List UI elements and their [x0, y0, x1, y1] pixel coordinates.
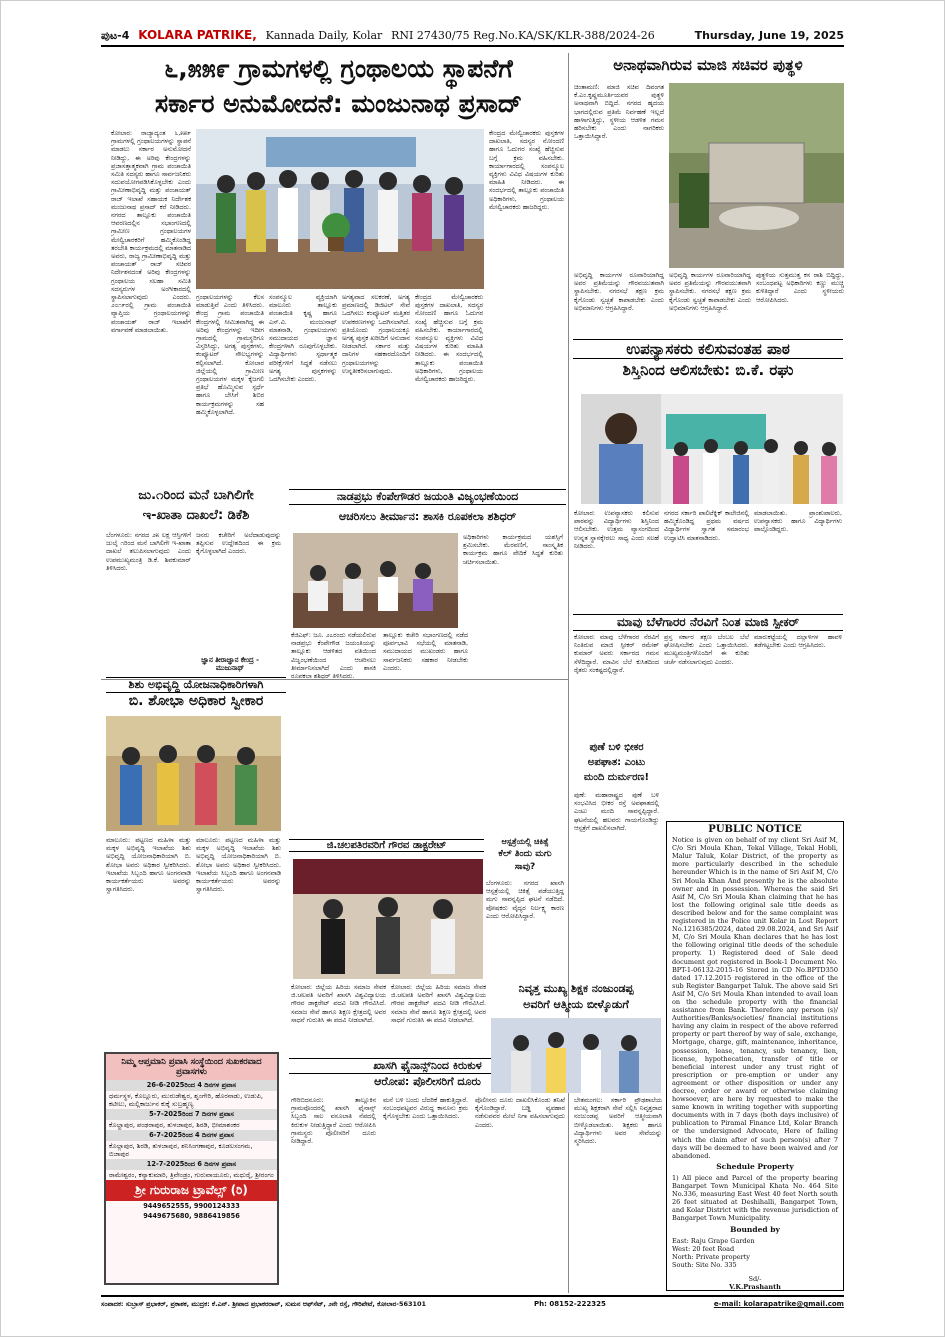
footer-email[interactable]: e-mail: kolarapatrike@gmail.com — [713, 1300, 844, 1308]
child-headline-2: ಕೆಲ್ ತಿಂದು ಮಗು — [498, 849, 552, 859]
notice-sd: Sd/- — [748, 1274, 762, 1283]
finance-col-3: ಪೊಲೀಸರು ದೂರು ದಾಖಲಿಸಿಕೊಂಡು ತನಿಖೆ ಕೈಗೊಂಡಿದ್ದಾರೆ. ಬಡ್ಡಿ ವ್ಯವಹಾರ ನಡೆಸುವವರ ಮೇಲೆ ನಿಗಾ ವಹಿಸಲಾಗುವುದು ಎಂದರು. — [475, 1096, 565, 1129]
kempegowda-headline-2: ಆಚರಿಸಲು ತೀರ್ಮಾನ: ಶಾಸಕಿ ರೂಪಕಲಾ ಶಶಿಧರ್ — [338, 510, 517, 523]
award-headline: ಜಿ.ಚಲಪತಿರವರಿಗೆ ಗೌರವ ಡಾಕ್ಟರೇಟ್ — [289, 839, 484, 852]
teacher-photo — [491, 1018, 661, 1093]
notice-title: PUBLIC NOTICE — [708, 824, 802, 835]
travel-phone-2: 9449675680, 9886419856 — [143, 1212, 240, 1220]
lead-caption: ಜ್ಞಾನ ತೀರಾಜ್ಞಾನ ಕೇಂದ್ರ - ಮುಜುನಾಥ್ — [201, 656, 259, 672]
mavu-headline: ಮಾವು ಬೆಳೆಗಾರರ ನೆರವಿಗೆ ನಿಂತ ಮಾಜಿ ಸ್ಪೀಕರ್ — [573, 614, 843, 631]
notice-bounded: Bounded by — [730, 1224, 780, 1234]
public-notice — [666, 821, 844, 1291]
statue-col-4: ಪುತ್ಥಳಿಯ ಸುತ್ತಮುತ್ತ ಕಸ ರಾಶಿ ಬಿದ್ದಿದ್ದು, ಸಂಬಂಧಪಟ್ಟ ಅಧಿಕಾರಿಗಳು ಕಣ್ಣು ಮುಚ್ಚಿ ಕುಳಿತಿದ್ದಾರೆ ಎಂದು ಸ್ಥಳೀಯರು ಆರೋಪಿಸಿದರು. — [756, 271, 844, 304]
teacher-headline-1: ನಿವೃತ್ತ ಮುಖ್ಯ ಶಿಕ್ಷಕ ನಂಜುಂಡಪ್ಪ — [518, 982, 634, 995]
ekhata-col-1: ಬೆಂಗಳೂರು: ನಗರದ ೨೫ ಲಕ್ಷ ಆಸ್ತಿಗಳಿಗೆ ಜುಲೈ ೧ರಿಂದ ಮನೆ ಬಾಗಿಲಿಗೇ ಇ-ಖಾತಾ ದಾಖಲೆ ತಲುಪಿಸಲಾಗುವುದು ಎಂದು ಉಪಮುಖ್ಯಮಂತ್ರಿ ಡಿ.ಕೆ. ಶಿವಕುಮಾರ್ ತಿಳಿಸಿದರು. — [106, 531, 191, 572]
finance-headline-2: ಆರೋಪ: ಪೊಲೀಸರಿಗೆ ದೂರು — [374, 1075, 481, 1088]
accident-headline-3: ಮಂದಿ ದುರ್ಮರಣ! — [583, 772, 650, 783]
notice-schedule: 1) All piece and Parcel of the property bearing Bangarpet Town Municipal Khata No. 464 Site No.336, measuring East West 40 feet North south 26 feet situated at Deshihalli, Bangarpet Town, and Kolar District with the revenue jurisdiction of Bangarpet Town Municipality. — [672, 1173, 838, 1223]
accident-headline-2: ಅಪಘಾತ: ಎಂಟು — [587, 757, 646, 768]
notice-schedule-title: Schedule Property — [716, 1161, 794, 1171]
lead-col-3: ಸಂಪನ್ಮೂಲ ವ್ಯಕ್ತಿಯಾಗಿ ಮಾಲೂರು ತಾಲ್ಲೂಕು ಪಂಚಾಯಿತಿ ಕೃಷ್ಣ ಹಾಗೂ ಎಸ್.ವಿ. ಮಂಜುನಾಥ್ ಮಾತನಾಡಿ, ಗ್ರಂಥಾಲಯಗಳು ಸಮುದಾಯದ ಜ್ಞಾನ ಕೇಂದ್ರಗಳಾಗಿ ರೂಪುಗೊಳ್ಳಬೇಕು. ವಿದ್ಯಾರ್ಥಿಗಳು ಸ್ಪರ್ಧಾತ್ಮಕ ಪರೀಕ್ಷೆಗಳಿಗೆ ಸಿದ್ಧತೆ ನಡೆಸಲು ಅಗತ್ಯ ಪುಸ್ತಕಗಳನ್ನು ಒದಗಿಸಬೇಕು ಎಂದರು. — [269, 293, 337, 384]
teacher-headline-2: ಅವರಿಗೆ ಆತ್ಮೀಯ ಬೀಳ್ಕೊಡುಗೆ — [523, 998, 629, 1011]
lecturer-headline-1: ಉಪನ್ಯಾಸಕರು ಕಲಿಸುವಂತಹ ಪಾಠ — [573, 339, 843, 359]
issue-date: Thursday, June 19, 2025 — [694, 28, 844, 42]
kempegowda-photo — [293, 533, 458, 628]
shobha-headline-1: ಶಿಶು ಅಭಿವೃದ್ಧಿ ಯೋಜನಾಧಿಕಾರಿಗಳಾಗಿ — [106, 677, 286, 693]
accident-headline-1: ಪುಣೆ ಬಳಿ ಭೀಕರ — [589, 742, 644, 753]
lead-photo — [196, 129, 484, 289]
trip-places-4: ರಾಮೇಶ್ವರಂ, ಕನ್ಯಾಕುಮಾರಿ, ತ್ರಿವೇಂಡ್ರಂ, ಗುರುವಾಯೂರು, ಮಧುರೈ, ಶ್ರೀರಂಗಂ — [109, 1171, 274, 1179]
lead-col-5: ಕೇಂದ್ರದ ಮೇಲ್ವಿಚಾರಕರು ಪುಸ್ತಕಗಳ ದಾಖಲಾತಿ, ಸದಸ್ಯರ ನೋಂದಣಿ ಹಾಗೂ ಓದುಗರ ಸಂಖ್ಯೆ ಹೆಚ್ಚಿಸುವ ಬಗ್ಗೆ ಕ್ರಮ ವಹಿಸಬೇಕು. ಕಾರ್ಯಾಗಾರದಲ್ಲಿ ಸಂಪನ್ಮೂಲ ವ್ಯಕ್ತಿಗಳು ವಿವಿಧ ವಿಷಯಗಳ ಕುರಿತು ಮಾಹಿತಿ ನೀಡಿದರು. ಈ ಸಂದರ್ಭದಲ್ಲಿ ತಾಲ್ಲೂಕು ಪಂಚಾಯಿತಿ ಅಧಿಕಾರಿಗಳು, ಗ್ರಂಥಾಲಯ ಮೇಲ್ವಿಚಾರಕರು ಹಾಜರಿದ್ದರು. — [415, 293, 483, 384]
trip-date-3: 6-7-2025ರಿಂದ 4 ದಿನಗಳ ಪ್ರವಾಸ — [106, 1130, 277, 1141]
mavu-col-1: ಕೋಲಾರ: ಮಾವು ಬೆಳೆಗಾರರ ನೆರವಿಗೆ ನಿಂತಿರುವ ಮಾಜಿ ಸ್ಪೀಕರ್ ರಮೇಶ್ ಕುಮಾರ್ ಅವರು ಸರ್ಕಾರದ ಗಮನ ಸೆಳೆದಿದ್ದಾರೆ. ಮಾವಿನ ಬೆಲೆ ಕುಸಿತದಿಂದ ರೈತರು ಸಂಕಷ್ಟದಲ್ಲಿದ್ದಾರೆ. — [574, 633, 659, 674]
award-col-1: ಕೋಲಾರ: ಜಿಲ್ಲೆಯ ಹಿರಿಯ ಸಮಾಜ ಸೇವಕ ಜಿ.ಚಲಪತಿ ಅವರಿಗೆ ಖಾಸಗಿ ವಿಶ್ವವಿದ್ಯಾಲಯ ಗೌರವ ಡಾಕ್ಟರೇಟ್ ಪದವಿ ನೀಡಿ ಗೌರವಿಸಿದೆ. ಸಮಾಜ ಸೇವೆ ಹಾಗೂ ಶಿಕ್ಷಣ ಕ್ಷೇತ್ರದಲ್ಲಿ ಅವರ ಸಾಧನೆ ಗುರುತಿಸಿ ಈ ಪದವಿ ನೀಡಲಾಗಿದೆ. — [291, 983, 386, 1024]
child-headline-3: ಸಾವು? — [514, 862, 536, 872]
trip-date-1: 26-6-2025ರಿಂದ 4 ದಿನಗಳ ಪ್ರವಾಸ — [106, 1080, 277, 1091]
mavu-col-3: ಮಾರುಕಟ್ಟೆಯಲ್ಲಿ ದಲ್ಲಾಳಿಗಳ ಹಾವಳಿ ತಡೆಗಟ್ಟಬೇಕು ಎಂದು ಆಗ್ರಹಿಸಿದರು. — [754, 633, 842, 650]
registration: RNI 27430/75 Reg.No.KA/SK/KLR-388/2024-26 — [391, 28, 655, 42]
paper-subtitle: Kannada Daily, Kolar — [265, 28, 383, 42]
lecturer-col-3: ಮಾಡಲಾಯಿತು. ಪ್ರಾಂಶುಪಾಲರು, ಉಪನ್ಯಾಸಕರು ಹಾಗೂ ವಿದ್ಯಾರ್ಥಿಗಳು ಪಾಲ್ಗೊಂಡಿದ್ದರು. — [754, 509, 842, 534]
trip-places-1: ಧರ್ಮಸ್ಥಳ, ಕೊಲ್ಲೂರು, ಮುರುಡೇಶ್ವರ, ಶೃಂಗೇರಿ, ಹೊರನಾಡು, ಉಡುಪಿ, ಕಟೀಲು, ಮಲ್ಲಿಕಾರ್ಜುನ ಕುಕ್ಕೆ ಸುಬ್ರಹ್ಮಣ್ಯ — [109, 1092, 264, 1108]
trip-places-2: ಕೊಲ್ಹಾಪುರ, ಪಂಢರಾಪುರ, ತುಳಜಾಪುರ, ಶಿರಡಿ, ಭೀಮಾಶಂಕರ — [109, 1121, 240, 1129]
trip-date-4: 12-7-2025ರಿಂದ 6 ದಿನಗಳ ಪ್ರವಾಸ — [106, 1159, 277, 1170]
notice-advocate: V.K.Prashanth — [729, 1283, 781, 1291]
award-col-2: ಕೋಲಾರ: ಜಿಲ್ಲೆಯ ಹಿರಿಯ ಸಮಾಜ ಸೇವಕ ಜಿ.ಚಲಪತಿ ಅವರಿಗೆ ಖಾಸಗಿ ವಿಶ್ವವಿದ್ಯಾಲಯ ಗೌರವ ಡಾಕ್ಟರೇಟ್ ಪದವಿ ನೀಡಿ ಗೌರವಿಸಿದೆ. ಸಮಾಜ ಸೇವೆ ಹಾಗೂ ಶಿಕ್ಷಣ ಕ್ಷೇತ್ರದಲ್ಲಿ ಅವರ ಸಾಧನೆ ಗುರುತಿಸಿ ಈ ಪದವಿ ನೀಡಲಾಗಿದೆ. — [391, 983, 486, 1024]
statue-col-2: ಅಭಿವೃದ್ಧಿ ಕಾರ್ಯಗಳ ರೂವಾರಿಯಾಗಿದ್ದ ಅವರ ಪ್ರತಿಮೆಯನ್ನು ಗೌರವಯುತವಾಗಿ ಸ್ಥಾಪಿಸಬೇಕು. ನಗರಸಭೆ ತಕ್ಷಣ ಕ್ರಮ ಕೈಗೊಂಡು ಸ್ವಚ್ಛತೆ ಕಾಪಾಡಬೇಕು ಎಂದು ಅಭಿಮಾನಿಗಳು ಆಗ್ರಹಿಸಿದ್ದಾರೆ. — [574, 271, 664, 312]
child-headline-1: ಆಸ್ಪತ್ರೆಯಲ್ಲಿ ಚಿಕಿತ್ಸೆ — [501, 837, 549, 846]
footer-phone: Ph: 08152-222325 — [534, 1300, 606, 1308]
kempegowda-headline-1: ನಾಡಪ್ರಭು ಕೆಂಪೇಗೌಡರ ಜಯಂತಿ ವಿಜೃಂಭಣೆಯಿಂದ — [289, 489, 566, 505]
shobha-headline-2: ಬಿ. ಶೋಭಾ ಅಧಿಕಾರ ಸ್ವೀಕಾರ — [128, 693, 264, 709]
main-divider — [568, 53, 569, 1293]
masthead-left — [101, 28, 660, 43]
paper-title: KOLARA PATRIKE, — [138, 27, 257, 42]
kempegowda-col-2: ತಾಲ್ಲೂಕು ಕಚೇರಿ ಸಭಾಂಗಣದಲ್ಲಿ ನಡೆದ ಪೂರ್ವಭಾವಿ ಸಭೆಯಲ್ಲಿ ಮಾತನಾಡಿ, ಸಮುದಾಯದ ಮುಖಂಡರು ಹಾಗೂ ಸಾರ್ವಜನಿಕರು ಸಹಕಾರ ನೀಡಬೇಕು ಎಂದರು. — [383, 631, 468, 672]
travel-brand: ಶ್ರೀ ಗುರುರಾಜ ಟ್ರಾವೆಲ್ಸ್ (ರಿ) — [106, 1180, 277, 1201]
ekhata-headline-1: ಜು.೧ರಿಂದ ಮನೆ ಬಾಗಿಲಿಗೇ — [138, 488, 254, 503]
finance-col-2: ಮನೆ ಬಳಿ ಬಂದು ಬೆದರಿಕೆ ಹಾಕುತ್ತಿದ್ದಾರೆ. ಸಂಬಂಧಪಟ್ಟವರ ವಿರುದ್ಧ ಕಾನೂನು ಕ್ರಮ ಕೈಗೊಳ್ಳಬೇಕು ಎಂದು ಒತ್ತಾಯಿಸಿದರು. — [383, 1096, 468, 1121]
travel-advertisement — [104, 1052, 279, 1285]
award-photo — [293, 859, 483, 979]
notice-east: East: Raju Grape Garden — [672, 1236, 755, 1245]
lead-col-2: ಗ್ರಂಥಾಲಯಗಳನ್ನು ಕೆಲಸ ಮಾಡುತ್ತಿವೆ ಎಂದು ತಿಳಿಸಿದರು. ಕೇಂದ್ರ ಗ್ರಾಮ ಪಂಚಾಯಿತಿ ಕೇಂದ್ರಗಳಲ್ಲಿ ಸೀಮಿತವಾಗಿದ್ದ ಈ ಅರಿವು ಕೇಂದ್ರಗಳನ್ನು ಇದೀಗ ಗ್ರಾಮದಲ್ಲಿ ಗ್ರಾಮಸ್ಥರಿಗೂ ವಿಸ್ತರಿಸಿದ್ದು, ಅಗತ್ಯ ಪುಸ್ತಕಗಳು, ಕಂಪ್ಯೂಟರ್ ಸೌಲಭ್ಯಗಳನ್ನು ಕಲ್ಪಿಸಲಾಗಿದೆ. ಕೋಲಾರ ಜಿಲ್ಲೆಯಲ್ಲಿ ಗ್ರಾಮೀಣ ಗ್ರಂಥಾಲಯಗಳ ಮಕ್ಕಳ ಕೈಜಗಲಿ ಪ್ರತಿಭೆ ಹೊಮ್ಮಿಸುವ ಸ್ಪರ್ಧೆ ಹಾಗೂ ಬೇಸಿಗೆ ಶಿಬಿರ ಕಾರ್ಯಕ್ರಮಗಳನ್ನು ಸಹ ಹಮ್ಮಿಕೊಳ್ಳಲಾಗಿದೆ. — [196, 293, 264, 416]
travel-banner: ನಿಮ್ಮ ಆಪ್ತಮಾನಿ ಪ್ರವಾಸಿ ಸಂಸ್ಥೆಯಿಂದ ಸುಖಕರವಾದ ಪ್ರವಾಸಗಳು — [106, 1054, 277, 1080]
travel-phone-1: 9449652555, 9900124333 — [143, 1202, 240, 1210]
finance-headline-1: ಖಾಸಗಿ ಫೈನಾನ್ಸ್‌ನಿಂದ ಕಿರುಕುಳ — [289, 1058, 566, 1074]
trip-places-3: ಕೊಲ್ಲಾಪುರ, ಶಿರಡಿ, ತುಳಜಾಪುರ, ಶನಿಸಿಂಗಣಾಪುರ, ಕೂಡಲಸಂಗಮ, ಬಿಜಾಪುರ — [109, 1142, 253, 1158]
child-body: ಬೆಂಗಳೂರು: ನಗರದ ಖಾಸಗಿ ಆಸ್ಪತ್ರೆಯಲ್ಲಿ ಚಿಕಿತ್ಸೆ ಪಡೆಯುತ್ತಿದ್ದ ಮಗು ಸಾವನ್ನಪ್ಪಿದ ಘಟನೆ ನಡೆದಿದೆ. ಪೋಷಕರು ವೈದ್ಯರ ನಿರ್ಲಕ್ಷ್ಯ ಕಾರಣ ಎಂದು ಆರೋಪಿಸಿದ್ದಾರೆ. — [486, 879, 564, 920]
lecturer-headline-2: ಶಿಸ್ತಿನಿಂದ ಆಲಿಸಬೇಕು: ಬಿ.ಕೆ. ರಘು — [622, 361, 794, 379]
kempegowda-col-3: ಅಧಿಕಾರಿಗಳು ಕಾರ್ಯಕ್ರಮದ ಯಶಸ್ಸಿಗೆ ಶ್ರಮಿಸಬೇಕು. ಮೆರವಣಿಗೆ, ಸಾಂಸ್ಕೃತಿಕ ಕಾರ್ಯಕ್ರಮ ಹಾಗೂ ವೇದಿಕೆ ಸಿದ್ಧತೆ ಕುರಿತು ಚರ್ಚಿಸಲಾಯಿತು. — [463, 533, 563, 566]
lecturer-col-1: ಕೋಲಾರ: ಉಪನ್ಯಾಸಕರು ಕಲಿಸುವ ಪಾಠವನ್ನು ವಿದ್ಯಾರ್ಥಿಗಳು ಶಿಸ್ತಿನಿಂದ ಆಲಿಸಬೇಕು. ಉತ್ತಮ ವ್ಯಾಸಂಗದಿಂದ ಉನ್ನತ ಸ್ಥಾನಕ್ಕೇರಲು ಸಾಧ್ಯ ಎಂದು ಸಲಹೆ ನೀಡಿದರು. — [574, 509, 659, 550]
lead-col-6: ಕೇಂದ್ರದ ಮೇಲ್ವಿಚಾರಕರು ಪುಸ್ತಕಗಳ ದಾಖಲಾತಿ, ಸದಸ್ಯರ ನೋಂದಣಿ ಹಾಗೂ ಓದುಗರ ಸಂಖ್ಯೆ ಹೆಚ್ಚಿಸುವ ಬಗ್ಗೆ ಕ್ರಮ ವಹಿಸಬೇಕು. ಕಾರ್ಯಾಗಾರದಲ್ಲಿ ಸಂಪನ್ಮೂಲ ವ್ಯಕ್ತಿಗಳು ವಿವಿಧ ವಿಷಯಗಳ ಕುರಿತು ಮಾಹಿತಿ ನೀಡಿದರು. ಈ ಸಂದರ್ಭದಲ್ಲಿ ತಾಲ್ಲೂಕು ಪಂಚಾಯಿತಿ ಅಧಿಕಾರಿಗಳು, ಗ್ರಂಥಾಲಯ ಮೇಲ್ವಿಚಾರಕರು ಹಾಜರಿದ್ದರು. — [489, 129, 564, 211]
footer-imprint: ಸಂಪಾದಕ: ಸುಬ್ರಾಸ್ ಪ್ರಭಾಕರ್, ಪ್ರಕಾಶಕ, ಮುದ್ರಕ: ಕೆ.ಎನ್. ಶ್ರೀಪಾದ ಪ್ರಭಾಕರರಾವ್, ಸುಮನ ಆಫ್‌ಸೆಟ್, ೨ನೇ ರಸ್ತೆ, ಗೌರಿಪೇಟೆ, ಕೋಲಾರ-563101 — [101, 1300, 427, 1308]
teacher-col-1: ಬೇತಮಂಗಲ: ಸರ್ಕಾರಿ ಪ್ರೌಢಶಾಲೆಯ ಮುಖ್ಯ ಶಿಕ್ಷಕರಾಗಿ ಸೇವೆ ಸಲ್ಲಿಸಿ ನಿವೃತ್ತರಾದ ನಂಜುಂಡಪ್ಪ ಅವರಿಗೆ ಆತ್ಮೀಯವಾಗಿ ಬೀಳ್ಕೊಡಲಾಯಿತು. ಶಿಕ್ಷಕರು ಹಾಗೂ ವಿದ್ಯಾರ್ಥಿಗಳು ಅವರ ಸೇವೆಯನ್ನು ಸ್ಮರಿಸಿದರು. — [574, 1096, 662, 1146]
mavu-col-2: ಪ್ರಸ್ತ ಸರ್ಕಾರ ತಕ್ಷಣ ಬೆಂಬಲ ಬೆಲೆ ಘೋಷಿಸಬೇಕು ಎಂದು ಒತ್ತಾಯಿಸಿದರು. ಮುಖ್ಯಮಂತ್ರಿಗಳೊಂದಿಗೆ ಈ ಕುರಿತು ಚರ್ಚೆ ನಡೆಸಲಾಗುವುದು ಎಂದರು. — [664, 633, 749, 666]
notice-north: North: Private property — [672, 1252, 750, 1261]
shobha-col-1: ಮಾಲೂರು: ಪಟ್ಟಣದ ಮಹಿಳಾ ಮತ್ತು ಮಕ್ಕಳ ಅಭಿವೃದ್ಧಿ ಇಲಾಖೆಯ ಶಿಶು ಅಭಿವೃದ್ಧಿ ಯೋಜನಾಧಿಕಾರಿಯಾಗಿ ಬಿ. ಶೋಭಾ ಅವರು ಅಧಿಕಾರ ಸ್ವೀಕರಿಸಿದರು. ಇಲಾಖೆಯ ಸಿಬ್ಬಂದಿ ಹಾಗೂ ಅಂಗನವಾಡಿ ಕಾರ್ಯಕರ್ತೆಯರು ಅವರನ್ನು ಸ್ವಾಗತಿಸಿದರು. — [106, 836, 191, 894]
statue-photo — [669, 83, 844, 268]
page-number: ಪುಟ-4 — [101, 28, 130, 42]
ekhata-col-2: ಜನರು ಕಚೇರಿಗೆ ಅಲೆದಾಡುವುದನ್ನು ತಪ್ಪಿಸುವ ಉದ್ದೇಶದಿಂದ ಈ ಕ್ರಮ ಕೈಗೊಳ್ಳಲಾಗಿದೆ ಎಂದರು. — [196, 531, 281, 556]
lecturer-col-2: ನಗರದ ಸರ್ಕಾರಿ ಪಾಲಿಟೆಕ್ನಿಕ್ ಕಾಲೇಜಿನಲ್ಲಿ ಹಮ್ಮಿಕೊಂಡಿದ್ದ ಪ್ರಥಮ ವರ್ಷದ ವಿದ್ಯಾರ್ಥಿಗಳ ಸ್ವಾಗತ ಸಮಾರಂಭ ಉದ್ಘಾಟಿಸಿ ಮಾತನಾಡಿದರು. — [664, 509, 749, 542]
statue-headline: ಅನಾಥವಾಗಿರುವ ಮಾಜಿ ಸಚಿವರ ಪುತ್ಥಳಿ — [613, 56, 803, 74]
notice-body: Notice is given on behalf of my client Sri Asif M, C/o Sri Moula Khan, Tekal Village, Tekal Hobli, Malur Taluk, Kolar District, of the property as more particularly described in the schedule hereunder Which is in the name of Sri Asif M, C/o Sri Moula Khan And presently he is the absolute owner and in possession. Whereas the said Sri Asif M, C/o Sri Moula Khan claiming that he has lost the following original sale title deeds as described below and for the same complaint was registered in the Police unit Kolar in Lost Report No.1216385/2024, dated 29.08.2024, and Sri Asif M, C/o Sri Moula Khan declares that he has lost the following original title deeds of the schedule property. 1) Registered deed of Sale deed document got registered in Book-1 Document No. BPT-1-06132-2015-16 Stored in CD No.BPTD350 dated 17.12.2015 registered in the office of the sub Register Bangarpet Taluk. The above said Sri Asif M, C/o Sri Moula Khan intended to avail loan on the schedule property with the financial assistance from Bank. Therefore any person (s)/ Authorities/Banks/societies/ financial institutions having any claim in respect of the above referred property or part thereof by way of sale, exchange, Mortgage, charge, gift, maintenance, inheritance, possession, lease, tenancy, sub tenancy, lien, license, hypothecation, transfer of title or beneficial interest under any trust right of prescription or pre-emption or under any agreement or other disposition or under any decree, order or award or otherwise claiming howsoever, are here by requested to make the same known in writing together with supporting documents with in 7 days (both days inclusive) of publication to Piramal Finance Ltd, Kolar Branch or the undersigned Advocate, Here of failing which the claim after of such person(s) after 7 days will be deemed to have been waived and /or abandoned. — [672, 836, 838, 1160]
footer — [101, 1295, 844, 1309]
statue-col-3: ಅಭಿವೃದ್ಧಿ ಕಾರ್ಯಗಳ ರೂವಾರಿಯಾಗಿದ್ದ ಅವರ ಪ್ರತಿಮೆಯನ್ನು ಗೌರವಯುತವಾಗಿ ಸ್ಥಾಪಿಸಬೇಕು. ನಗರಸಭೆ ತಕ್ಷಣ ಕ್ರಮ ಕೈಗೊಂಡು ಸ್ವಚ್ಛತೆ ಕಾಪಾಡಬೇಕು ಎಂದು ಅಭಿಮಾನಿಗಳು ಆಗ್ರಹಿಸಿದ್ದಾರೆ. — [669, 271, 751, 312]
ekhata-headline-2: ಇ-ಖಾತಾ ದಾಖಲೆ: ಡಿಕೆಶಿ — [142, 508, 250, 523]
notice-south: South: Site No. 335 — [672, 1260, 737, 1269]
lead-headline-1: ೬,೫೫೯ ಗ್ರಾಮಗಳಲ್ಲಿ ಗ್ರಂಥಾಲಯ ಸ್ಥಾಪನೆಗೆ — [164, 54, 513, 83]
lead-col-4: ಅಗತ್ಯವಾದ ಸಲಕರಣೆ, ಅಗತ್ಯ ಪ್ರಮಾಣದಲ್ಲಿ ಡಿಜಿಟಲ್ ಸೇವೆ ಒದಗಿಸಲು ಕಂಪ್ಯೂಟರ್ ಮತ್ತಿತರ ಉಪಕರಣಗಳನ್ನು ಒದಗಿಸಲಾಗಿದೆ. ಪ್ರತಿಯೊಂದು ಗ್ರಂಥಾಲಯಕ್ಕೂ ಅಗತ್ಯ ಪುಸ್ತಕ ಖರೀದಿಗೆ ಅನುದಾನ ನೀಡಲಾಗಿದೆ. ಸರ್ಕಾರ ಮತ್ತು ದಾನಿಗಳ ಸಹಕಾರದೊಂದಿಗೆ ಗ್ರಂಥಾಲಯಗಳನ್ನು ಉನ್ನತೀಕರಿಸಲಾಗುವುದು. — [342, 293, 410, 375]
notice-west: West: 20 feet Road — [672, 1244, 735, 1253]
shobha-photo — [106, 716, 281, 831]
lead-col-1: ಕೋಲಾರ: ರಾಜ್ಯಾದ್ಯಂತ ೬,೫೫೯ ಗ್ರಾಮಗಳಲ್ಲಿ ಗ್ರಂಥಾಲಯಗಳನ್ನು ಸ್ಥಾಪನೆ ಮಾಡಲು ಸರ್ಕಾರ ಅನುಮೋದನೆ ನೀಡಿದ್ದು, ಈ ಅರಿವು ಕೇಂದ್ರಗಳನ್ನು ಪ್ರಜಾಸತ್ತಾತ್ಮಕವಾಗಿ ಗ್ರಾಮ ಪಂಚಾಯಿತಿ ಸಮಿತಿ ಸದಸ್ಯರು ಹಾಗೂ ಸಾರ್ವಜನಿಕರು ಸದುಪಯೋಗಪಡಿಸಿಕೊಳ್ಳಬೇಕು ಎಂದು ಗ್ರಾಮೀಣಾಭಿವೃದ್ಧಿ ಮತ್ತು ಪಂಚಾಯತ್ ರಾಜ್ ಇಲಾಖೆ ಸಹಾಯಕ ನಿರ್ದೇಶಕ ಮಂಜುನಾಥ ಪ್ರಸಾದ್ ಕರೆ ನೀಡಿದರು. ನಗರದ ತಾಲ್ಲೂಕು ಪಂಚಾಯಿತಿ ಆವರಣದಲ್ಲಿನ ಸಭಾಂಗಣದಲ್ಲಿ ಗ್ರಾಮೀಣ ಗ್ರಂಥಾಲಯಗಳ ಮೇಲ್ವಿಚಾರಕರಿಗೆ ಹಮ್ಮಿಕೊಂಡಿದ್ದ ತರಬೇತಿ ಕಾರ್ಯಕ್ರಮದಲ್ಲಿ ಮಾತನಾಡಿದ ಅವರು, ರಾಜ್ಯ ಗ್ರಾಮೀಣಾಭಿವೃದ್ಧಿ ಮತ್ತು ಪಂಚಾಯತ್ ರಾಜ್ ಸಚಿವರ ನಿರ್ದೇಶನದಂತೆ ಅರಿವು ಕೇಂದ್ರಗಳನ್ನು ಗ್ರಂಥಾಲಯ ಸಲಹಾ ಸಮಿತಿ ಸದಸ್ಯರುಗಳ ಅಂಗೀಕಾರದಲ್ಲಿ ಸ್ಥಾಪಿಸಲಾಗುವುದು ಎಂದರು. ೨೦೧೯ರಲ್ಲಿ ಗ್ರಾಮ ಪಂಚಾಯಿತಿ ವ್ಯಾಪ್ತಿಯ ಗ್ರಂಥಾಲಯಗಳನ್ನು ಪಂಚಾಯತ್ ರಾಜ್ ಇಲಾಖೆಗೆ ವರ್ಗಾವಣೆ ಮಾಡಲಾಯಿತು. — [111, 129, 191, 334]
statue-col-1: ಚಿಂತಾಮಣಿ: ಮಾಜಿ ಸಚಿವ ದಿವಂಗತ ಕೆ.ಎಂ.ಕೃಷ್ಣಮೂರ್ತಿಯವರ ಪುತ್ಥಳಿ ಅನಾಥವಾಗಿ ಬಿದ್ದಿದೆ. ನಗರದ ಹೃದಯ ಭಾಗದಲ್ಲಿರುವ ಪ್ರತಿಮೆ ನಿರ್ವಹಣೆ ಇಲ್ಲದೆ ಹಾಳಾಗುತ್ತಿದ್ದು, ಸ್ಥಳೀಯ ಆಡಳಿತ ಗಮನ ಹರಿಸಬೇಕು ಎಂದು ನಾಗರಿಕರು ಒತ್ತಾಯಿಸಿದ್ದಾರೆ. — [574, 83, 664, 141]
shobha-col-2: ಮಾಲೂರು: ಪಟ್ಟಣದ ಮಹಿಳಾ ಮತ್ತು ಮಕ್ಕಳ ಅಭಿವೃದ್ಧಿ ಇಲಾಖೆಯ ಶಿಶು ಅಭಿವೃದ್ಧಿ ಯೋಜನಾಧಿಕಾರಿಯಾಗಿ ಬಿ. ಶೋಭಾ ಅವರು ಅಧಿಕಾರ ಸ್ವೀಕರಿಸಿದರು. ಇಲಾಖೆಯ ಸಿಬ್ಬಂದಿ ಹಾಗೂ ಅಂಗನವಾಡಿ ಕಾರ್ಯಕರ್ತೆಯರು ಅವರನ್ನು ಸ್ವಾಗತಿಸಿದರು. — [196, 836, 281, 894]
trip-date-2: 5-7-2025ರಿಂದ 7 ದಿನಗಳ ಪ್ರವಾಸ — [106, 1109, 277, 1120]
lead-headline-2: ಸರ್ಕಾರ ಅನುಮೋದನೆ: ಮಂಜುನಾಥ ಪ್ರಸಾದ್ — [154, 89, 523, 118]
masthead — [101, 25, 844, 47]
finance-col-1: ಗೌರಿಬಿದನೂರು: ತಾಲ್ಲೂಕಿನ ಗ್ರಾಮವೊಂದರಲ್ಲಿ ಖಾಸಗಿ ಫೈನಾನ್ಸ್ ಸಿಬ್ಬಂದಿ ಸಾಲ ವಸೂಲಾತಿ ನೆಪದಲ್ಲಿ ಕಿರುಕುಳ ನೀಡುತ್ತಿದ್ದಾರೆ ಎಂದು ಆರೋಪಿಸಿ ಗ್ರಾಮಸ್ಥರು ಪೊಲೀಸರಿಗೆ ದೂರು ನೀಡಿದ್ದಾರೆ. — [291, 1096, 376, 1146]
accident-body: ಪುಣೆ: ಮಹಾರಾಷ್ಟ್ರದ ಪುಣೆ ಬಳಿ ಸಂಭವಿಸಿದ ಭೀಕರ ರಸ್ತೆ ಅಪಘಾತದಲ್ಲಿ ಎಂಟು ಮಂದಿ ಸಾವನ್ನಪ್ಪಿದ್ದಾರೆ. ಘಟನೆಯಲ್ಲಿ ಹಲವರು ಗಾಯಗೊಂಡಿದ್ದು ಆಸ್ಪತ್ರೆಗೆ ದಾಖಲಿಸಲಾಗಿದೆ. — [574, 791, 659, 832]
kempegowda-col-1: ಕೆಜಿಎಫ್: ಜೂ. ೨೭ರಂದು ನಡೆಯಲಿರುವ ನಾಡಪ್ರಭು ಕೆಂಪೇಗೌಡ ಜಯಂತಿಯನ್ನು ತಾಲ್ಲೂಕು ಆಡಳಿತದ ವತಿಯಿಂದ ವಿಜೃಂಭಣೆಯಿಂದ ಆಚರಿಸಲು ತೀರ್ಮಾನಿಸಲಾಗಿದೆ ಎಂದು ಶಾಸಕಿ ರೂಪಕಲಾ ಶಶಿಧರ್ ತಿಳಿಸಿದರು. — [291, 631, 376, 681]
lecturer-photo — [581, 394, 843, 504]
